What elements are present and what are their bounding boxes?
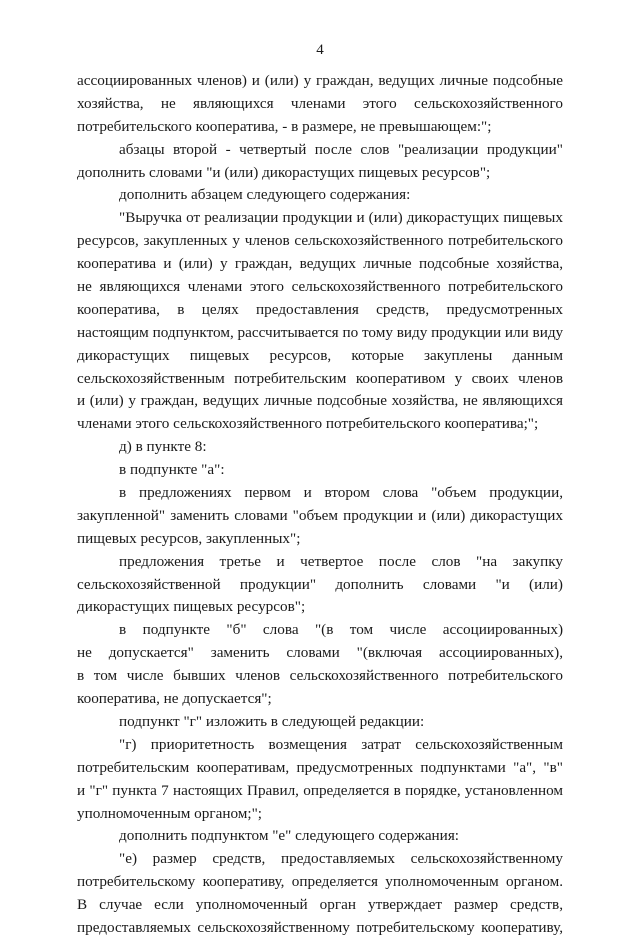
text-line: дополнить подпунктом "е" следующего содержания: [119,827,460,845]
text-line: ресурсов, закупленных у членов сельскохозяйственного потребительского [77,232,563,250]
text-line: не являющихся членами этого сельскохозяйственного потребительского [77,278,563,296]
text-line: в том числе бывших членов сельскохозяйственного потребительского [77,667,563,685]
text-line: подпункт "г" изложить в следующей редакции: [119,712,425,730]
text-line: потребительским кооперативам, предусмотренных подпунктами "а", "в" [77,758,563,776]
text-line: хозяйства, не являющихся членами этого сельскохозяйственного [77,94,563,112]
text-line: и "г" пункта 7 настоящих Правил, определяется в порядке, установленном [77,781,563,799]
text-line: не допускается" заменить словами "(включая ассоциированных), [77,644,563,662]
text-line: уполномоченным органом;"; [77,804,263,822]
text-line: предоставляемых сельскохозяйственному потребительскому кооперативу, [77,918,563,936]
text-line: д) в пункте 8: [119,438,207,456]
text-line: В случае если уполномоченный орган утверждает размер средств, [77,896,563,914]
text-line: кооператива, не допускается"; [77,690,272,708]
text-line: кооператива и (или) у граждан, ведущих личные подсобные хозяйства, [77,255,563,273]
text-line: в предложениях первом и втором слова "объем продукции, [119,484,563,502]
text-line: дополнить словами "и (или) дикорастущих пищевых ресурсов"; [77,163,491,181]
text-line: в подпункте "б" слова "(в том числе ассоциированных) [119,621,563,639]
text-line: пищевых ресурсов, закупленных"; [77,529,301,547]
text-line: предложения третье и четвертое после слов "на закупку [119,552,563,570]
text-line: сельскохозяйственным потребительским кооперативом у своих членов [77,369,563,387]
page-number: 4 [316,42,324,58]
text-line: дикорастущих пищевых ресурсов"; [77,598,306,616]
text-line: членами этого сельскохозяйственного потребительского кооператива;"; [77,415,539,433]
text-line: потребительского кооператива, - в размере, не превышающем:"; [77,117,492,135]
text-line: потребительскому кооперативу, определяется уполномоченным органом. [77,873,563,891]
text-line: абзацы второй - четвертый после слов "реализации продукции" [119,140,563,158]
text-line: "Выручка от реализации продукции и (или) дикорастущих пищевых [119,209,563,227]
text-line: "г) приоритетность возмещения затрат сельскохозяйственным [119,735,563,753]
text-line: настоящим подпунктом, рассчитывается по тому виду продукции или виду [77,323,564,341]
text-line: кооператива, в целях предоставления средств, предусмотренных [77,300,563,318]
text-line: дикорастущих пищевых ресурсов, которые закуплены данным [77,346,563,364]
text-line: ассоциированных членов) и (или) у граждан, ведущих личные подсобные [77,72,563,89]
text-line: сельскохозяйственной продукции" дополнить словами "и (или) [77,575,563,593]
text-line: в подпункте "а": [119,461,225,479]
text-line: дополнить абзацем следующего содержания: [119,186,411,204]
text-line: и (или) у граждан, ведущих личные подсобные хозяйства, не являющихся [77,392,563,410]
text-line: закупленной" заменить словами "объем продукции и (или) дикорастущих [77,506,563,524]
document-body [77,70,563,940]
text-line: "е) размер средств, предоставляемых сельскохозяйственному [119,850,563,868]
